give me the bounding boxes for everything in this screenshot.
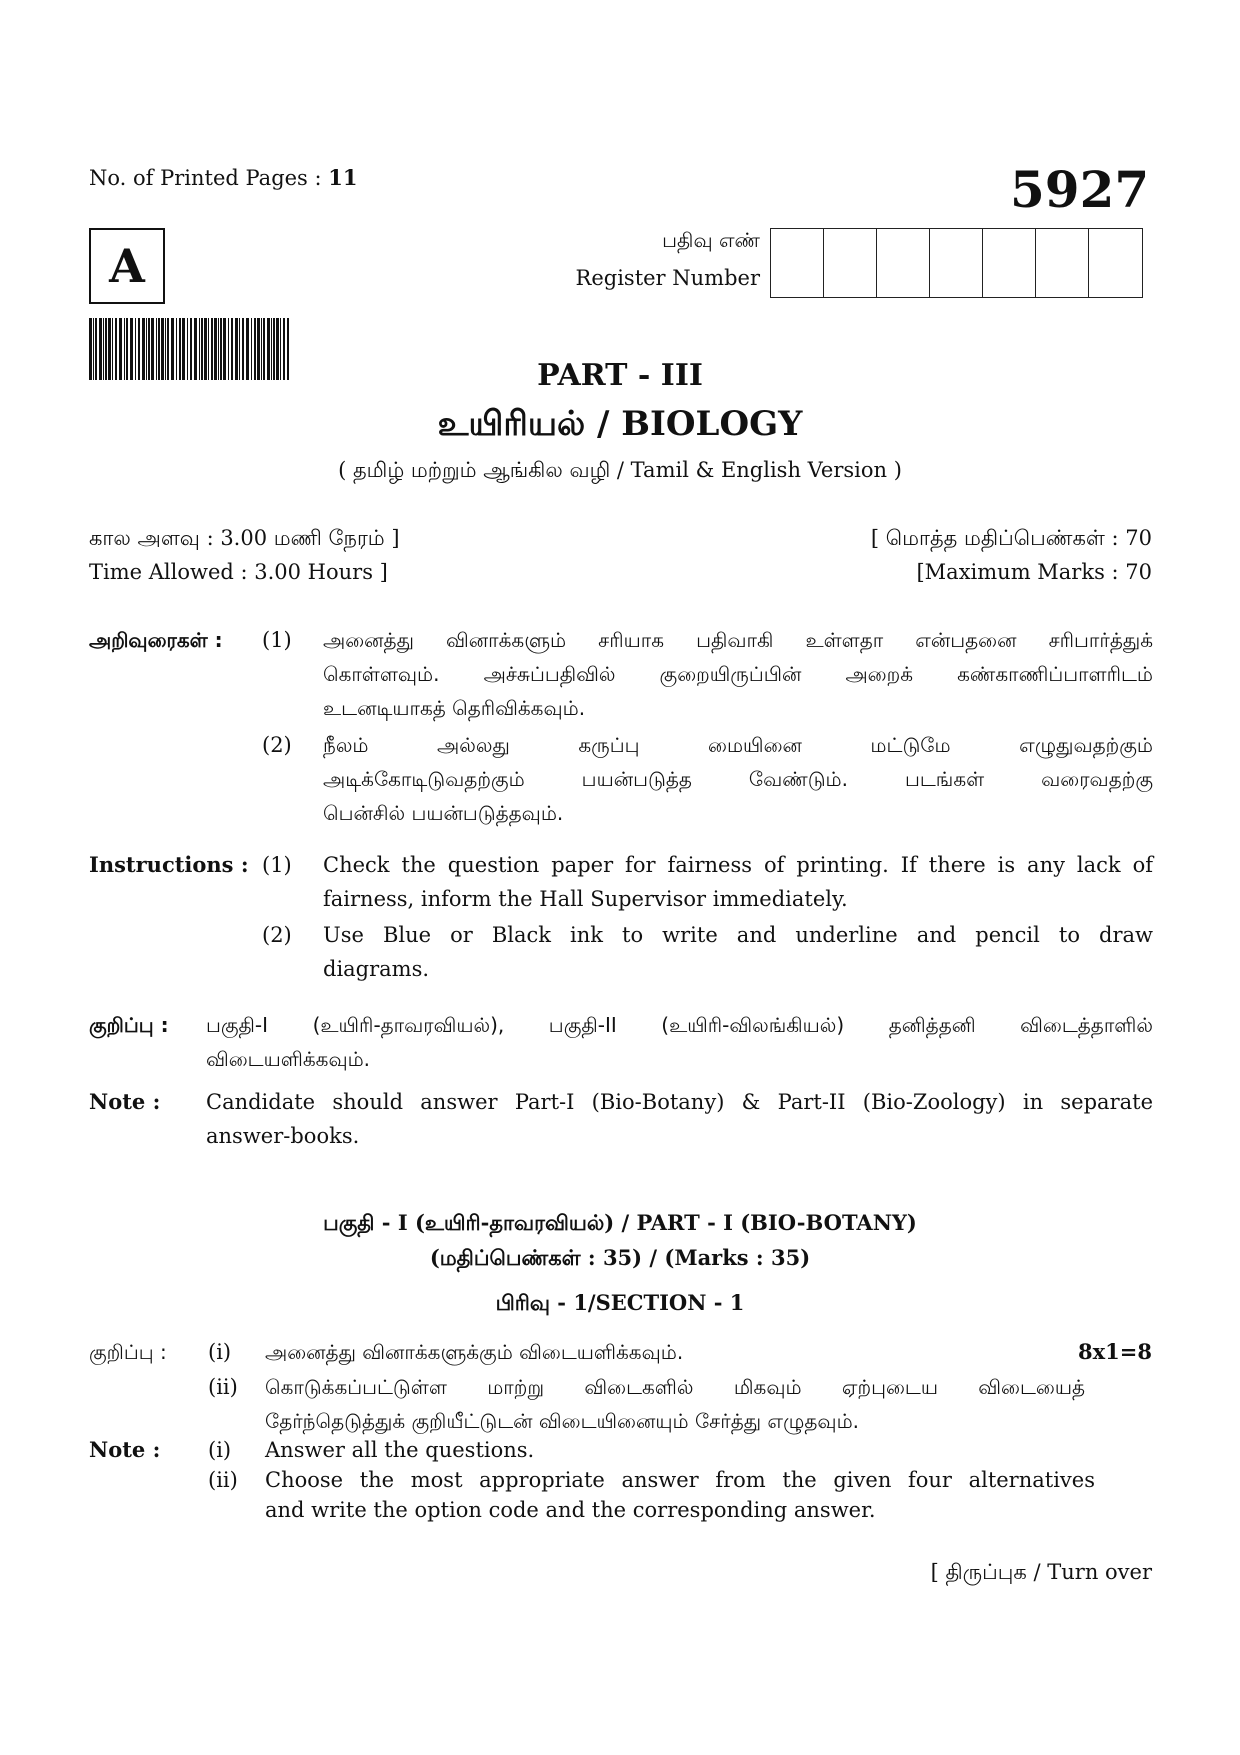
- note-line: பகுதி-I (உயிரி-தாவரவியல்), பகுதி-II (உயிரி-விலங்கியல்) தனித்தனி விடைத்தாளில்: [206, 1013, 1153, 1037]
- max-marks-tamil: [ மொத்த மதிப்பெண்கள் : 70: [870, 526, 1152, 550]
- item-number: (i): [208, 1340, 232, 1364]
- register-digit-box[interactable]: [983, 229, 1036, 297]
- note-line: விடையளிக்கவும்.: [206, 1047, 371, 1071]
- subject-title: உயிரியல் / BIOLOGY: [437, 404, 803, 444]
- note-english-text: [206, 1085, 1153, 1153]
- item-number: (ii): [208, 1468, 238, 1492]
- register-label-english: Register Number: [575, 266, 760, 290]
- section-note-english-label: Note :: [89, 1437, 161, 1462]
- instruction-number: (1): [262, 628, 292, 652]
- printed-pages-label: No. of Printed Pages :: [89, 166, 322, 190]
- note-line: and write the option code and the corresponding answer.: [265, 1498, 876, 1522]
- instruction-line: அடிக்கோடிடுவதற்கும் பயன்படுத்த வேண்டும். படங்கள் வரைவதற்கு: [323, 767, 1153, 791]
- section-note-english-2: [265, 1465, 1095, 1525]
- register-digit-box[interactable]: [771, 229, 824, 297]
- register-digit-box[interactable]: [1089, 229, 1142, 297]
- register-digit-box[interactable]: [877, 229, 930, 297]
- item-number: (i): [208, 1438, 232, 1462]
- instruction-line: உடனடியாகத் தெரிவிக்கவும்.: [323, 696, 586, 720]
- note-line: Candidate should answer Part-I (Bio-Botany) & Part-II (Bio-Zoology) in separate: [206, 1090, 1153, 1114]
- note-line: கொடுக்கப்பட்டுள்ள மாற்று விடைகளில் மிகவும் ஏற்புடைய விடையைத்: [265, 1375, 1085, 1399]
- register-label-tamil: பதிவு எண்: [662, 228, 760, 252]
- part-heading: PART - III: [537, 358, 703, 393]
- section-note-tamil-label: குறிப்பு :: [89, 1340, 167, 1364]
- section-part-title: பகுதி - I (உயிரி-தாவரவியல்) / PART - I (BIO-BOTANY): [323, 1210, 917, 1235]
- instructions-tamil-label: அறிவுரைகள் :: [89, 628, 223, 652]
- set-letter-box: A: [89, 228, 165, 304]
- instruction-line: அனைத்து வினாக்களும் சரியாக பதிவாகி உள்ளதா என்பதனை சரிபார்த்துக்: [323, 628, 1153, 652]
- section-note-tamil-2: [265, 1370, 1085, 1438]
- instruction-number: (2): [262, 733, 292, 757]
- version-line: ( தமிழ் மற்றும் ஆங்கில வழி / Tamil & English Version ): [338, 458, 902, 482]
- item-number: (ii): [208, 1375, 238, 1399]
- instructions-english-label: Instructions :: [89, 852, 249, 877]
- instruction-line: கொள்ளவும். அச்சுப்பதிவில் குறையிருப்பின் அறைக் கண்காணிப்பாளரிடம்: [323, 662, 1153, 686]
- section-marks: (மதிப்பெண்கள் : 35) / (Marks : 35): [429, 1245, 811, 1270]
- register-digit-box[interactable]: [930, 229, 983, 297]
- max-marks-english: [Maximum Marks : 70: [916, 560, 1152, 584]
- instruction-line: diagrams.: [323, 957, 430, 981]
- instruction-line: பென்சில் பயன்படுத்தவும்.: [323, 801, 564, 825]
- section-name: பிரிவு - 1/SECTION - 1: [495, 1290, 745, 1315]
- instruction-line: நீலம் அல்லது கருப்பு மையினை மட்டுமே எழுதுவதற்கும்: [323, 733, 1153, 757]
- register-digit-box[interactable]: [824, 229, 877, 297]
- instruction-english-2: [323, 918, 1153, 986]
- note-line: Choose the most appropriate answer from the given four alternatives: [265, 1468, 1095, 1492]
- instruction-english-1: [323, 848, 1153, 916]
- instruction-tamil-1: [323, 623, 1153, 725]
- printed-pages-value: 11: [328, 165, 358, 190]
- printed-pages: [89, 165, 358, 190]
- register-number-boxes[interactable]: [770, 228, 1143, 298]
- note-line: தேர்ந்தெடுத்துக் குறியீட்டுடன் விடையினையும் சேர்த்து எழுதவும்.: [265, 1409, 860, 1433]
- instruction-line: fairness, inform the Hall Supervisor immediately.: [323, 887, 848, 911]
- instruction-tamil-2: [323, 728, 1153, 830]
- section-note-tamil-1: அனைத்து வினாக்களுக்கும் விடையளிக்கவும்.: [265, 1340, 684, 1364]
- note-english-label: Note :: [89, 1089, 161, 1114]
- note-line: answer-books.: [206, 1124, 360, 1148]
- time-allowed-tamil: கால அளவு : 3.00 மணி நேரம் ]: [89, 526, 400, 550]
- instruction-number: (2): [262, 923, 292, 947]
- note-tamil-label: குறிப்பு :: [89, 1013, 169, 1037]
- instruction-line: Check the question paper for fairness of printing. If there is any lack of: [323, 853, 1153, 877]
- paper-code: 5927: [1010, 160, 1150, 219]
- note-tamil-text: [206, 1008, 1153, 1076]
- instruction-number: (1): [262, 853, 292, 877]
- section-note-english-1: Answer all the questions.: [265, 1438, 535, 1462]
- turn-over-note: [ திருப்புக / Turn over: [930, 1560, 1152, 1584]
- register-digit-box[interactable]: [1036, 229, 1089, 297]
- marks-formula: 8x1=8: [1078, 1339, 1152, 1364]
- time-allowed-english: Time Allowed : 3.00 Hours ]: [89, 560, 388, 584]
- instruction-line: Use Blue or Black ink to write and underline and pencil to draw: [323, 923, 1153, 947]
